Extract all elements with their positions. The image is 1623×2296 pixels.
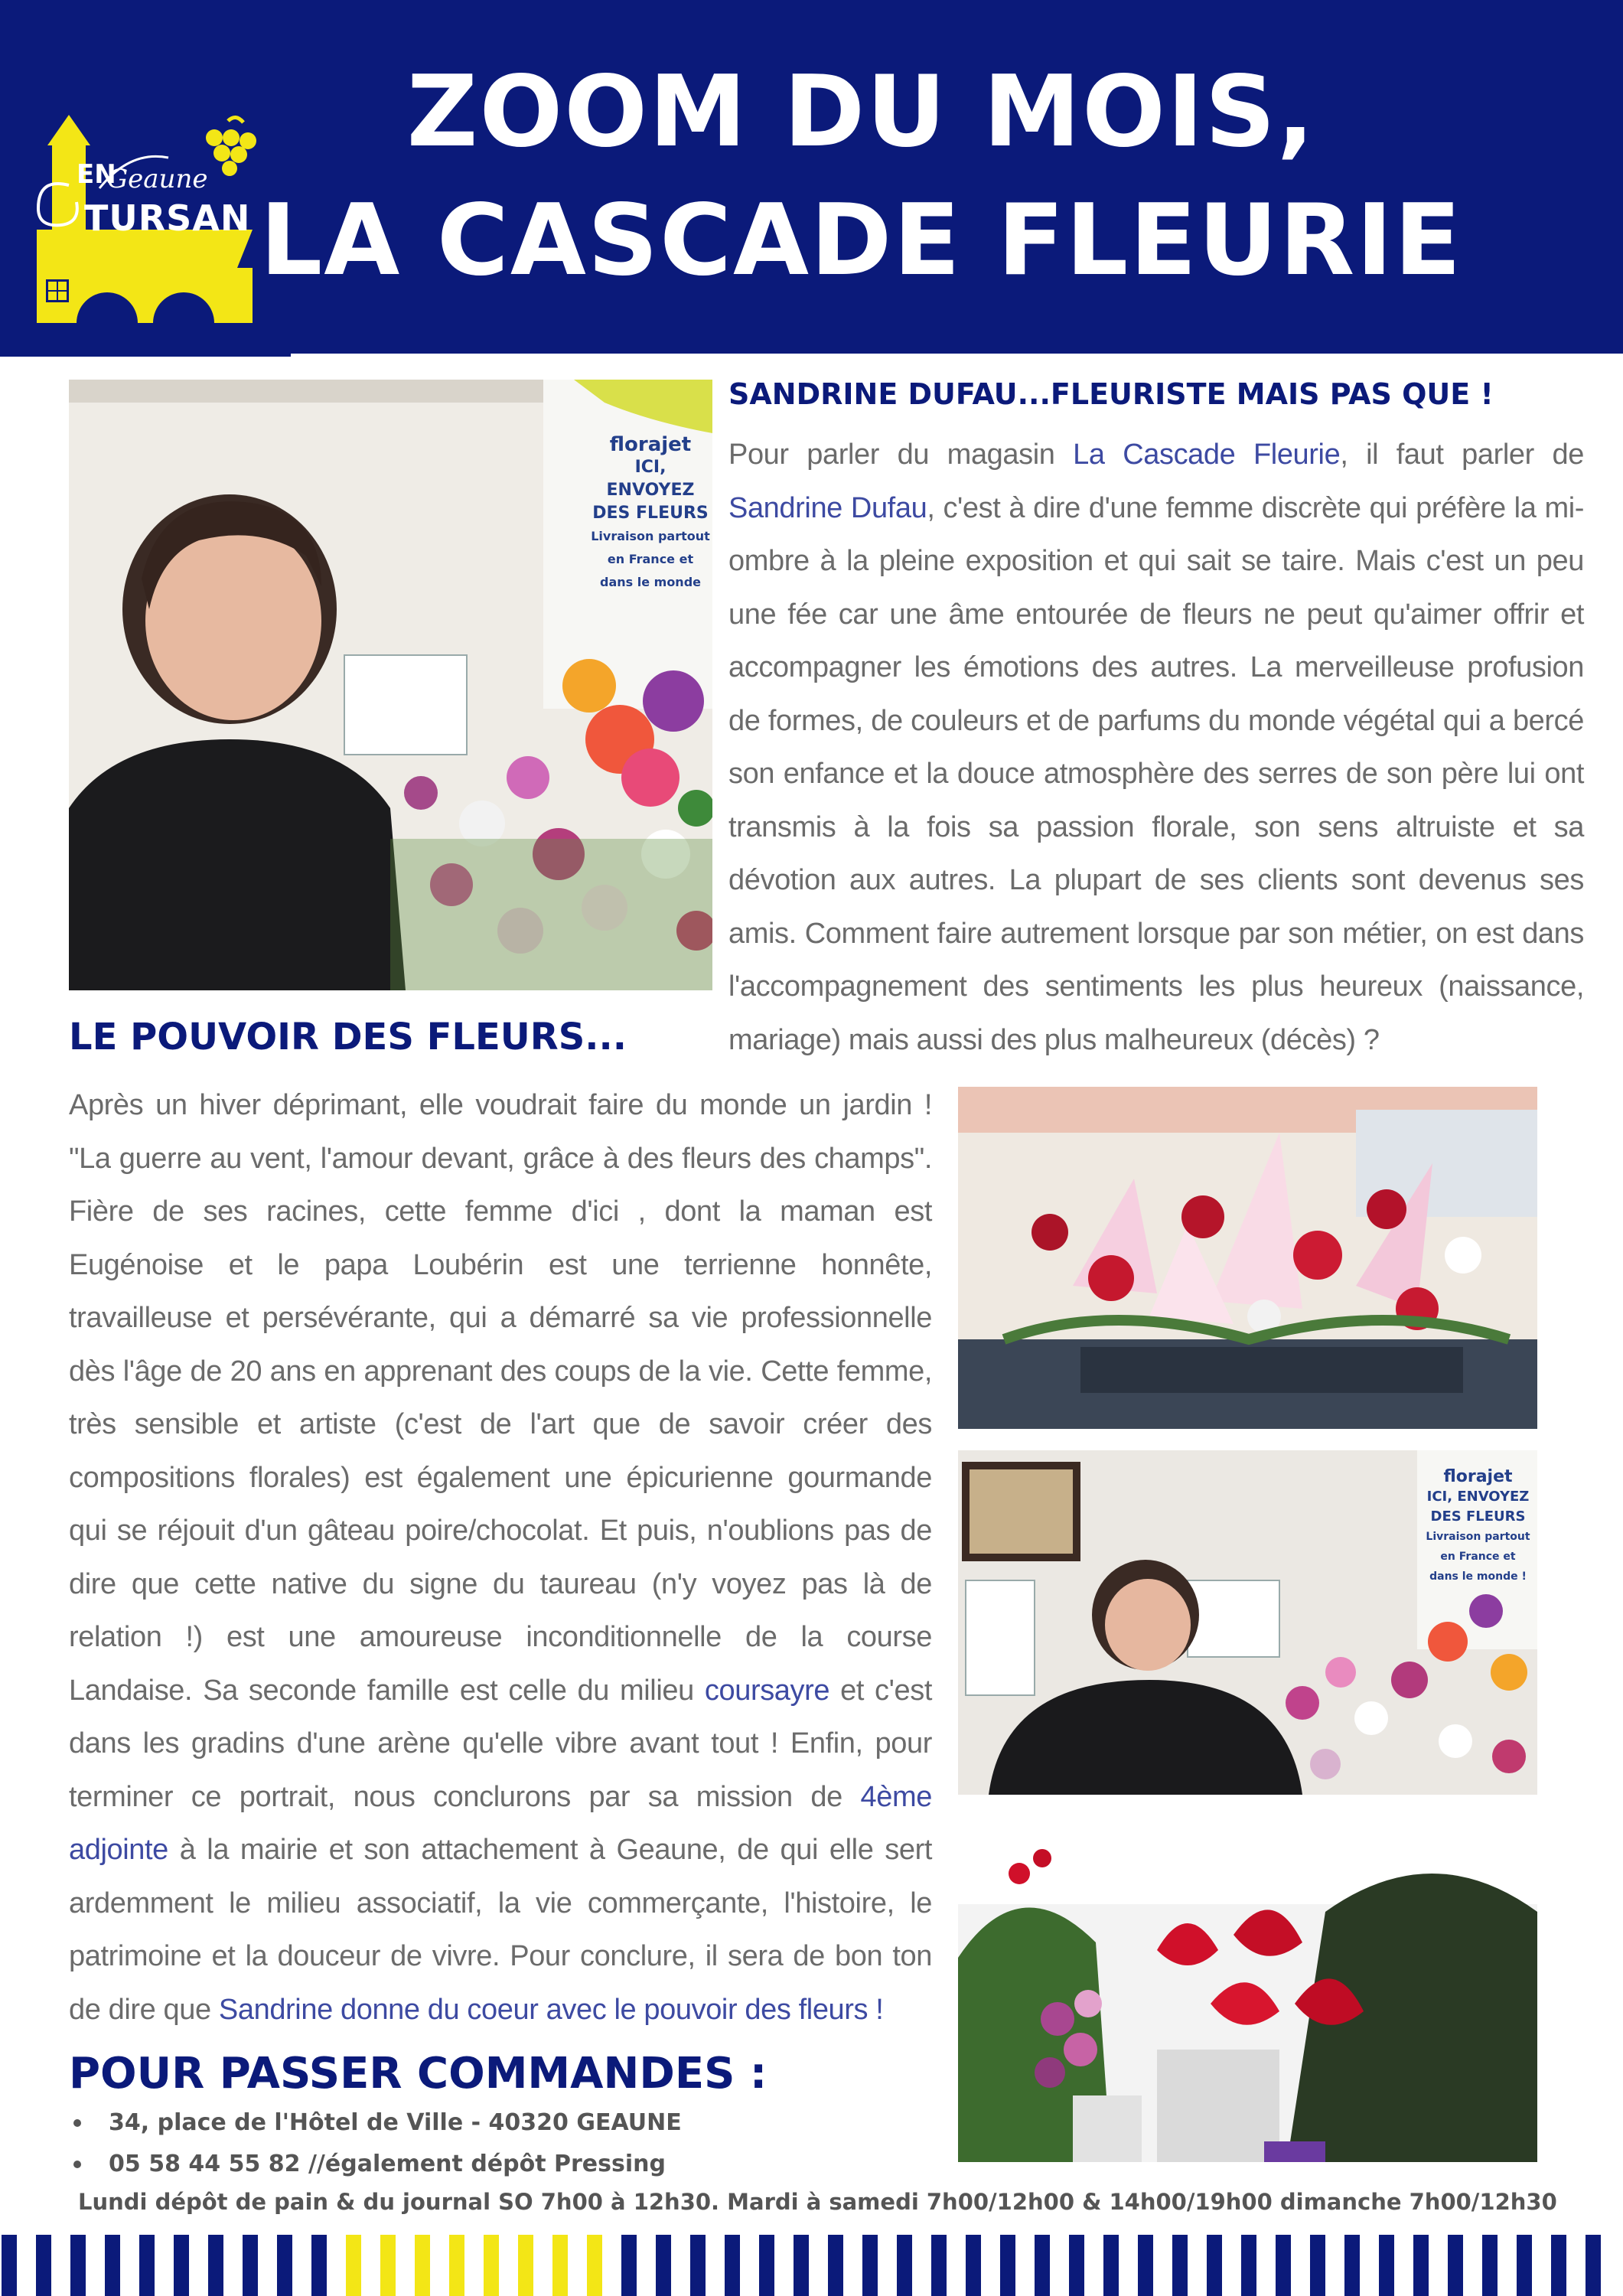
stripe-bar: [346, 2235, 361, 2296]
stripe-bar: [139, 2235, 155, 2296]
stripe-bar: [1069, 2235, 1084, 2296]
stripe-bar: [2, 2235, 17, 2296]
stripe-bar: [1586, 2235, 1601, 2296]
shop-sign-brand: florajet: [1443, 1467, 1513, 1486]
shop-interior-photo: [958, 1450, 1537, 1795]
header-underline: [0, 354, 291, 357]
stripe-bar: [1482, 2235, 1498, 2296]
stripe-bar: [621, 2235, 637, 2296]
stripe-bar: [380, 2235, 396, 2296]
stripe-bar: [1551, 2235, 1566, 2296]
stripe-bar: [1035, 2235, 1050, 2296]
stripe-bar: [1517, 2235, 1532, 2296]
stripe-bar: [897, 2235, 912, 2296]
stripe-bar: [656, 2235, 671, 2296]
stripe-bar: [1413, 2235, 1429, 2296]
logo-script-text: Geaune: [107, 164, 208, 194]
closing-highlight-link[interactable]: Sandrine donne du coeur avec le pouvoir des fleurs !: [218, 1993, 884, 2026]
text-segment: , c'est à dire d'une femme discrète qui préfère la mi-ombre à la pleine exposition et qui sait se taire. Mais c'est un peu une fée car une âme entourée de fleurs ne peut qu'aimer offrir et accompagner les émotions des autres. La merveilleuse profusion de formes, de couleurs et de parfums du monde végétal qui a bercé son enfance et la douce atmosphère des serres de son père lui ont transmis à la fois sa passion florale, son sens altruiste et sa dévotion aux autres. La plupart de ses clients sont devenus ses amis. Comment faire autrement lorsque par son métier, on est dans l'accompagnement des sentiments les plus heureux (naissance, mariage) mais aussi des plus malheureux (décès) ?: [728, 491, 1584, 1056]
orders-heading: POUR PASSER COMMANDES :: [69, 2049, 768, 2099]
stripe-bar: [690, 2235, 706, 2296]
stripe-bar: [415, 2235, 430, 2296]
portrait-sign-line3: Livraison partout: [591, 529, 710, 543]
bouquet-photo: [958, 1087, 1537, 1429]
portrait-sign-line4: en France et: [607, 552, 694, 566]
coursayre-link[interactable]: coursayre: [704, 1674, 830, 1707]
text-segment: et c'est dans les gradins d'une arène qu'elle vibre avant tout ! Enfin, pour terminer ce portrait, nous conclurons par sa mission de: [69, 1674, 932, 1813]
stripe-bar: [1448, 2235, 1463, 2296]
phone-item[interactable]: 05 58 44 55 82 //également dépôt Pressing: [69, 2144, 682, 2185]
shop-sign-line4: en France et: [1440, 1551, 1516, 1563]
text-segment: , il faut parler de: [1340, 439, 1584, 471]
stripe-bar: [587, 2235, 602, 2296]
stripe-bar: [1000, 2235, 1015, 2296]
header-banner: [0, 0, 1623, 354]
stripe-bar: [449, 2235, 464, 2296]
address-item: 34, place de l'Hôtel de Ville - 40320 GEAUNE: [69, 2102, 682, 2144]
decorative-stripe-band: [0, 2235, 1623, 2296]
logo-en-text: EN: [77, 159, 116, 190]
page-title-line2: LA CASCADE FLEURIE: [259, 184, 1463, 298]
stripe-bar: [1207, 2235, 1222, 2296]
stripe-bar: [552, 2235, 568, 2296]
stripe-bar: [518, 2235, 533, 2296]
stripe-bar: [484, 2235, 499, 2296]
stripe-bar: [1379, 2235, 1394, 2296]
stripe-bar: [862, 2235, 878, 2296]
stripe-bar: [1172, 2235, 1188, 2296]
logo-tursan-text: TURSAN: [84, 197, 251, 239]
stripe-bar: [1241, 2235, 1256, 2296]
stripe-bar: [70, 2235, 86, 2296]
portrait-sign-text: [589, 433, 712, 594]
shop-sign-line3: Livraison partout: [1426, 1531, 1530, 1543]
stripe-bar: [277, 2235, 292, 2296]
stripe-bar: [208, 2235, 223, 2296]
portrait-sign-line2: DES FLEURS: [592, 504, 709, 523]
adjointe-link[interactable]: 4ème adjointe: [69, 1780, 932, 1866]
stripe-bar: [243, 2235, 258, 2296]
stripe-bar: [828, 2235, 843, 2296]
shop-name-link[interactable]: La Cascade Fleurie: [1073, 439, 1341, 471]
stripe-bar: [1344, 2235, 1360, 2296]
opening-hours: Lundi dépôt de pain & du journal SO 7h00 à 12h30. Mardi à samedi 7h00/12h00 & 14h00/19h00 dimanche 7h00/12h30: [78, 2189, 1557, 2215]
portrait-sign-line1: ICI, ENVOYEZ: [606, 458, 695, 500]
stripe-bar: [174, 2235, 189, 2296]
portrait-sign-brand: florajet: [609, 433, 692, 456]
stripe-bar: [966, 2235, 981, 2296]
florist-name-link[interactable]: Sandrine Dufau: [728, 491, 927, 524]
section-heading-pouvoir: LE POUVOIR DES FLEURS...: [69, 1016, 627, 1058]
text-segment: à la mairie et son attachement à Geaune, de qui elle sert ardemment le milieu associatif, la vie commerçante, l'histoire, le patrimoine et la douceur de vivre. Pour conclure, il sera de bon ton de dire que: [69, 1834, 932, 2026]
stripe-bar: [311, 2235, 327, 2296]
section-body-sandrine: [728, 429, 1584, 1067]
plants-photo: [958, 1820, 1537, 2162]
stripe-bar: [36, 2235, 51, 2296]
section-heading-sandrine: SANDRINE DUFAU...FLEURISTE MAIS PAS QUE !: [728, 377, 1494, 411]
stripe-bar: [1310, 2235, 1325, 2296]
stripe-bar: [759, 2235, 774, 2296]
portrait-sign-line5: dans le monde: [600, 575, 701, 589]
stripe-bar: [1103, 2235, 1119, 2296]
text-segment: Pour parler du magasin: [728, 439, 1074, 471]
shop-sign-line2: DES FLEURS: [1430, 1508, 1526, 1525]
shop-sign-text: [1419, 1467, 1537, 1587]
stripe-bar: [1276, 2235, 1291, 2296]
stripe-bar: [794, 2235, 809, 2296]
section-body-pouvoir: [69, 1079, 932, 2037]
stripe-bar: [1138, 2235, 1153, 2296]
orders-list: [69, 2102, 682, 2185]
page-title-line1: ZOOM DU MOIS,: [406, 55, 1316, 169]
stripe-bar: [725, 2235, 740, 2296]
stripe-bar: [931, 2235, 947, 2296]
florist-portrait-photo: [69, 380, 712, 990]
stripe-bar: [105, 2235, 120, 2296]
shop-sign-line1: ICI, ENVOYEZ: [1426, 1489, 1530, 1505]
text-segment: Après un hiver déprimant, elle voudrait faire du monde un jardin ! "La guerre au vent, l'amour devant, grâce à des fleurs des champs". Fière de ses racines, cette femme d'ici , dont la maman est Eugénoise et le papa Loubérin est une terrienne honnête, travailleuse et persévérante, qui a démarré sa vie professionnelle dès l'âge de 20 ans en apprenant des coups de la vie. Cette femme, très sensible et artiste (c'est de l'art que de savoir créer des compositions florales) est également une épicurienne gourmande qui se réjouit d'un gâteau poire/chocolat. Et puis, n'oublions pas de dire que cette native du signe du taureau (n'y voyez pas là de relation !) est une amoureuse inconditionnelle de la course Landaise. Sa seconde famille est celle du milieu: [69, 1089, 932, 1707]
shop-sign-line5: dans le monde !: [1429, 1570, 1527, 1583]
